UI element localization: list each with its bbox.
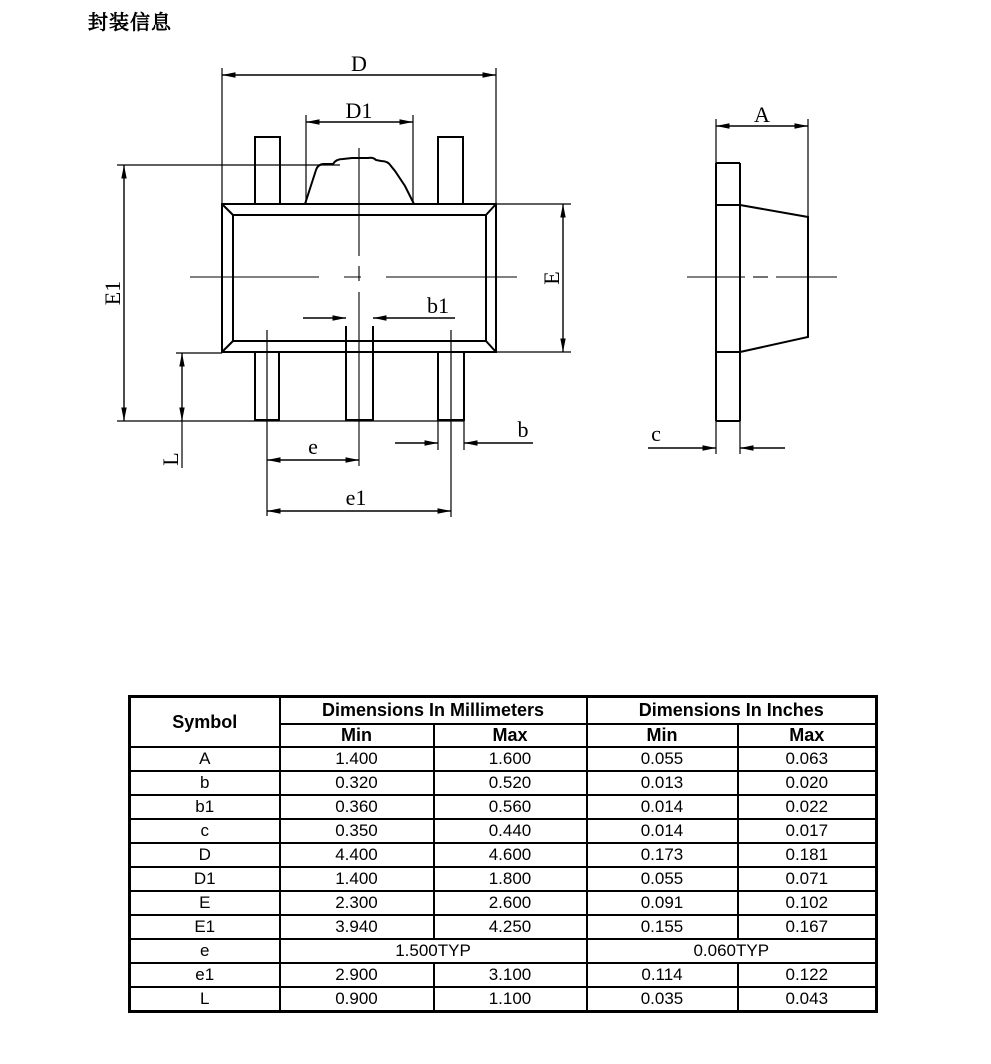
cell-symbol: c (130, 819, 280, 843)
side-view (648, 102, 837, 454)
cell-in-max: 0.022 (738, 795, 877, 819)
table-row (130, 867, 877, 891)
dim-A (716, 102, 808, 127)
table-row (130, 795, 877, 819)
cell-in-max: 0.071 (738, 867, 877, 891)
page-title: 封装信息 (88, 12, 172, 34)
table-row (130, 891, 877, 915)
dim-label-e1: e1 (345, 485, 367, 510)
table-row (130, 963, 877, 987)
cell-symbol: b1 (130, 795, 280, 819)
cell-symbol: e (130, 939, 280, 963)
table-row (130, 747, 877, 771)
cell-in-max: 0.043 (738, 987, 877, 1012)
cell-in-min: 0.013 (587, 771, 738, 795)
dim-label-b1: b1 (427, 293, 449, 318)
cell-in-min: 0.055 (587, 867, 738, 891)
cell-symbol: L (130, 987, 280, 1012)
cell-mm-min: 0.360 (280, 795, 434, 819)
cell-mm-min: 3.940 (280, 915, 434, 939)
cell-mm-min: 4.400 (280, 843, 434, 867)
header-symbol: Symbol (130, 697, 280, 748)
lead-strip (716, 119, 740, 454)
dim-L (158, 353, 222, 468)
cell-mm-max: 4.250 (434, 915, 587, 939)
body-profile (740, 119, 808, 352)
cell-in-max: 0.020 (738, 771, 877, 795)
cell-mm-max: 1.600 (434, 747, 587, 771)
cell-in-max: 0.102 (738, 891, 877, 915)
header-in-max: Max (738, 724, 877, 747)
cell-in-min: 0.035 (587, 987, 738, 1012)
cell-in-min: 0.114 (587, 963, 738, 987)
dim-label-D: D (351, 51, 367, 76)
cell-in-max: 0.181 (738, 843, 877, 867)
cell-in-max: 0.122 (738, 963, 877, 987)
cell-mm-max: 3.100 (434, 963, 587, 987)
cell-mm-min: 0.900 (280, 987, 434, 1012)
table-row (130, 843, 877, 867)
table-row (130, 987, 877, 1012)
cell-symbol: e1 (130, 963, 280, 987)
cell-in-typ: 0.060TYP (587, 939, 877, 963)
front-view (100, 51, 571, 517)
dim-e1 (267, 485, 451, 511)
dim-label-E: E (539, 271, 564, 285)
cell-in-max: 0.167 (738, 915, 877, 939)
cell-mm-max: 2.600 (434, 891, 587, 915)
dimensions-table (128, 695, 878, 1013)
dim-label-L: L (158, 452, 183, 466)
cell-mm-min: 1.400 (280, 867, 434, 891)
cell-mm-typ: 1.500TYP (280, 939, 587, 963)
header-mm-min: Min (280, 724, 434, 747)
cell-mm-max: 0.440 (434, 819, 587, 843)
cell-in-min: 0.014 (587, 795, 738, 819)
table-row (130, 915, 877, 939)
cell-in-min: 0.055 (587, 747, 738, 771)
cell-mm-min: 2.900 (280, 963, 434, 987)
cell-in-min: 0.091 (587, 891, 738, 915)
dim-b1 (303, 293, 455, 318)
cell-mm-min: 1.400 (280, 747, 434, 771)
dim-label-D1: D1 (345, 98, 373, 123)
dim-E (496, 204, 571, 352)
table-row (130, 819, 877, 843)
cell-mm-min: 0.350 (280, 819, 434, 843)
cell-symbol: A (130, 747, 280, 771)
cell-mm-max: 1.800 (434, 867, 587, 891)
cell-symbol: E1 (130, 915, 280, 939)
cell-symbol: D1 (130, 867, 280, 891)
cell-in-max: 0.017 (738, 819, 877, 843)
table-row (130, 771, 877, 795)
cell-symbol: D (130, 843, 280, 867)
cell-in-min: 0.155 (587, 915, 738, 939)
dim-label-A: A (754, 102, 770, 127)
cell-mm-max: 4.600 (434, 843, 587, 867)
cell-mm-max: 0.560 (434, 795, 587, 819)
cell-in-min: 0.173 (587, 843, 738, 867)
cell-mm-max: 1.100 (434, 987, 587, 1012)
dim-label-E1: E1 (100, 280, 125, 306)
dim-label-e: e (308, 434, 318, 459)
header-in-group: Dimensions In Inches (587, 697, 877, 725)
header-mm-group: Dimensions In Millimeters (280, 697, 587, 725)
cell-mm-min: 0.320 (280, 771, 434, 795)
cell-symbol: E (130, 891, 280, 915)
cell-in-max: 0.063 (738, 747, 877, 771)
cell-mm-min: 2.300 (280, 891, 434, 915)
dim-label-c: c (651, 421, 661, 446)
cell-symbol: b (130, 771, 280, 795)
header-in-min: Min (587, 724, 738, 747)
cell-in-min: 0.014 (587, 819, 738, 843)
table-row (130, 939, 877, 963)
header-mm-max: Max (434, 724, 587, 747)
cell-mm-max: 0.520 (434, 771, 587, 795)
dim-e (267, 434, 359, 460)
dim-label-b: b (517, 417, 529, 442)
